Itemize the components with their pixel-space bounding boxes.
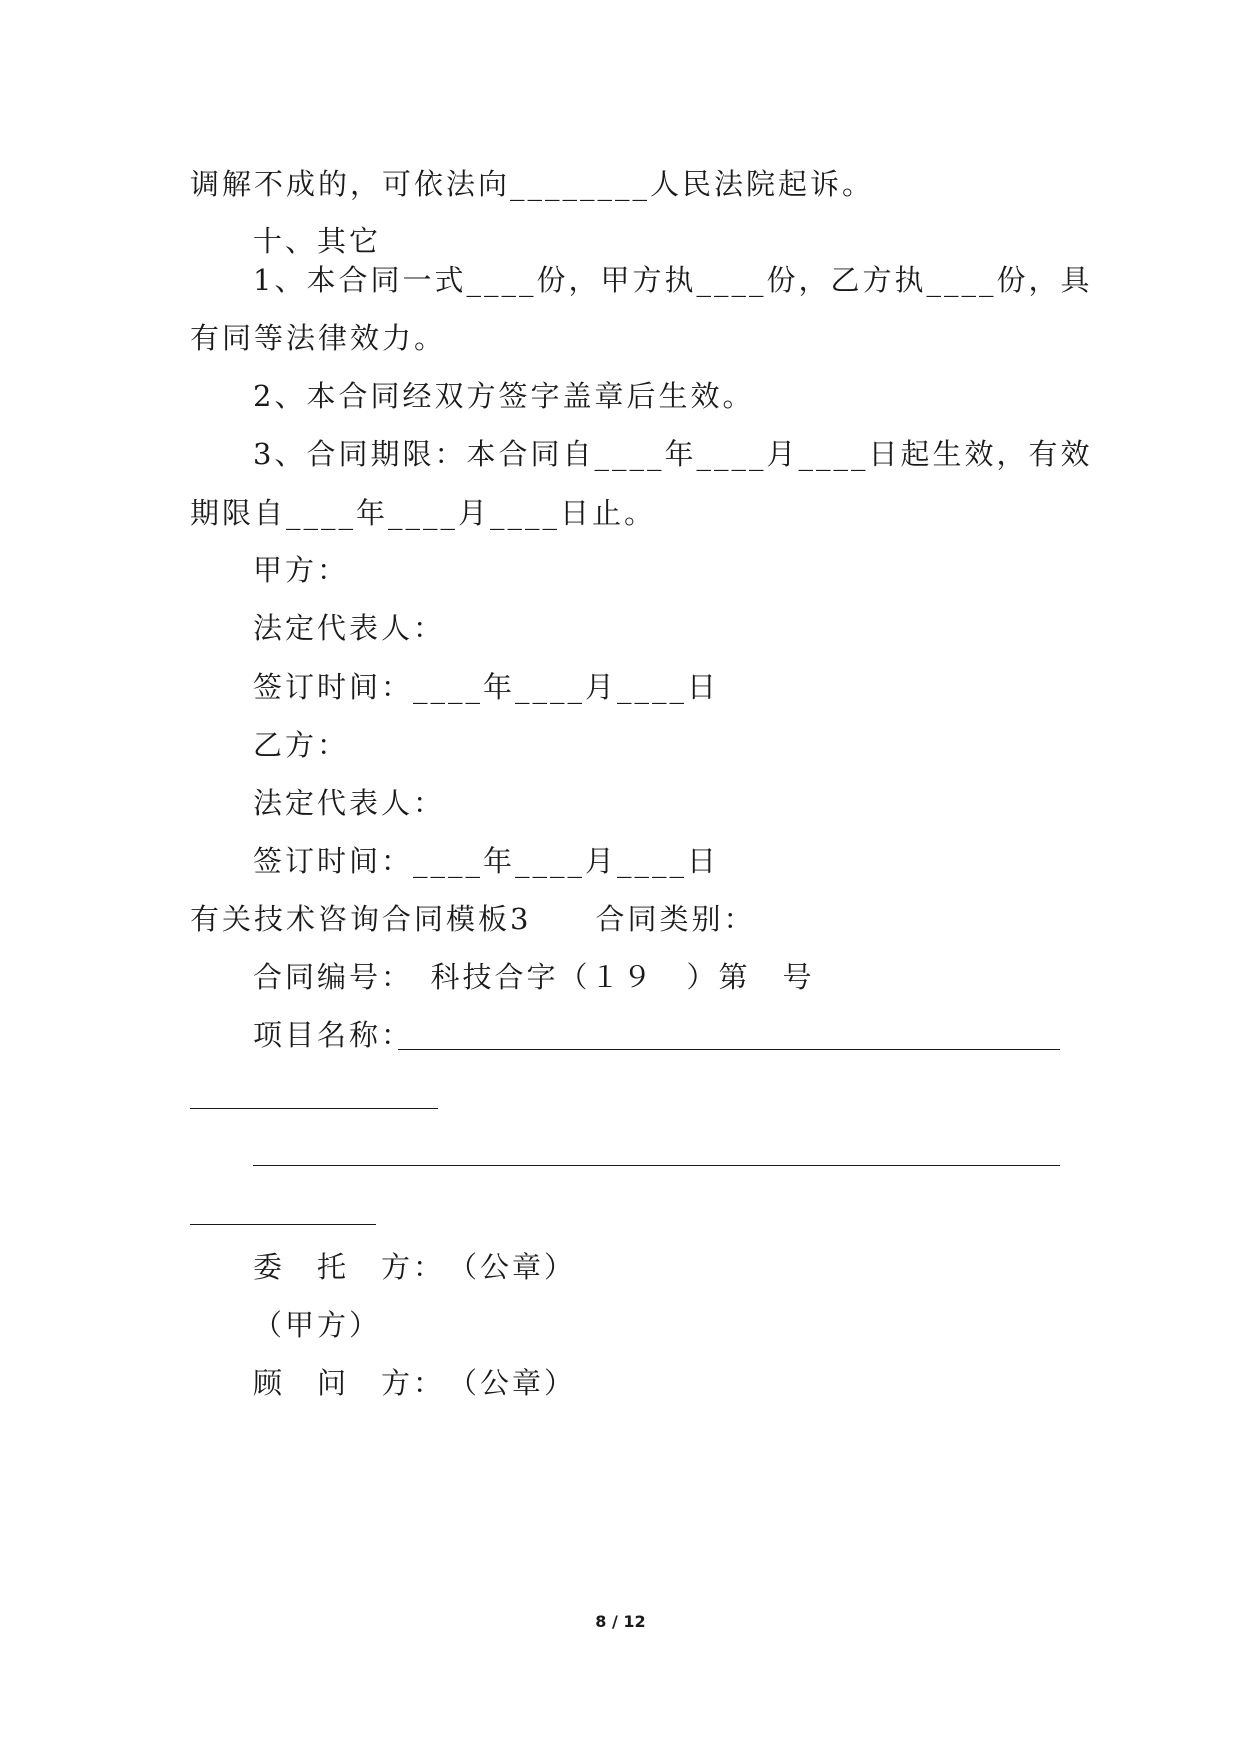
clause-term-continued: 期限自____年____月____日止。 xyxy=(190,496,657,530)
consultant-seal: 顾 问 方： （公章） xyxy=(253,1366,577,1400)
party-b-representative: 法定代表人： xyxy=(253,786,446,820)
party-b-label: 乙方： xyxy=(253,728,350,762)
clause-effective: 2、本合同经双方签字盖章后生效。 xyxy=(253,379,755,413)
party-a-label: 甲方： xyxy=(253,553,350,587)
party-a-sign-date: 签订时间：____年____月____日 xyxy=(253,670,720,704)
section-heading-other: 十、其它 xyxy=(253,224,382,258)
clause-copies: 1、本合同一式____份，甲方执____份，乙方执____份，具 xyxy=(253,263,1093,297)
project-name-underline-continued xyxy=(190,1108,438,1109)
party-b-sign-date: 签订时间：____年____月____日 xyxy=(253,844,720,878)
client-seal: 委 托 方： （公章） xyxy=(253,1250,577,1284)
page-number: 8 / 12 xyxy=(595,1612,646,1631)
text-line-mediation: 调解不成的，可依法向________人民法院起诉。 xyxy=(190,167,875,201)
client-party-a: （甲方） xyxy=(253,1308,382,1342)
clause-term: 3、合同期限：本合同自____年____月____日起生效，有效 xyxy=(253,437,1093,471)
project-name-label: 项目名称： xyxy=(253,1018,414,1052)
clause-copies-continued: 有同等法律效力。 xyxy=(190,321,447,355)
contract-number: 合同编号： 科技合字（１９ ）第 号 xyxy=(253,960,815,994)
project-name-underline xyxy=(398,1049,1060,1050)
template-title: 有关技术咨询合同模板3 合同类别： xyxy=(190,902,756,936)
blank-line-continued xyxy=(190,1224,376,1225)
party-a-representative: 法定代表人： xyxy=(253,611,446,645)
blank-line xyxy=(253,1165,1060,1166)
